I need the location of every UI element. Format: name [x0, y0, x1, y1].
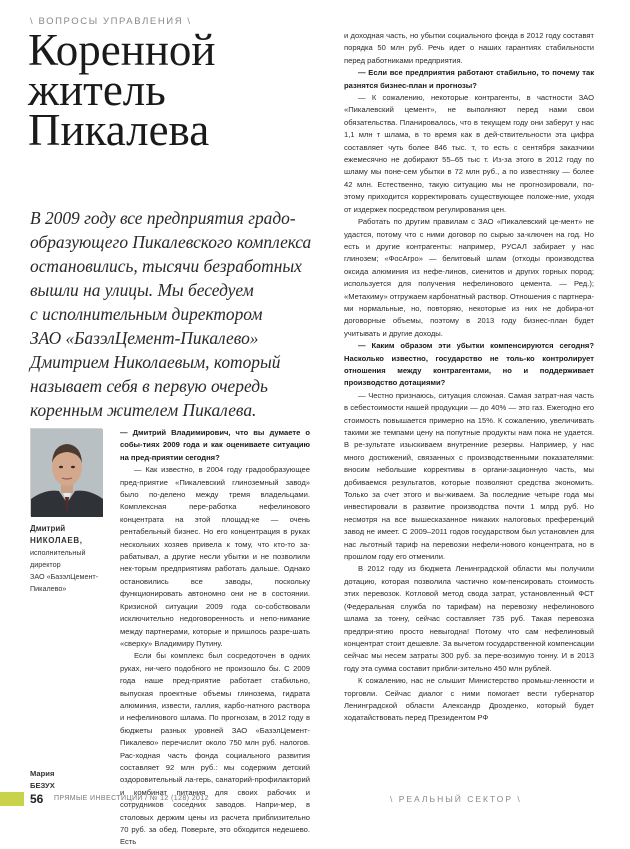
lead-line: Дмитрием Николаевым, который	[30, 352, 281, 372]
rubric: \ ВОПРОСЫ УПРАВЛЕНИЯ \	[30, 16, 192, 27]
interviewee-photo	[30, 428, 102, 516]
caption-role-line: исполнительный	[30, 548, 86, 557]
headline-line-2: житель	[28, 65, 166, 115]
interview-answer: Если бы комплекс был сосредоточен в одних руках, ни-чего подобного не произошло бы. С 2009 года наше пред-приятие работает стабильно, выпуская проектные объемы глиноземa, гидрата алюминия, извести, галлия, карбо-натного раствора и нефелинового шлама. По прогнозам, в 2012 году в бюджеты разных уровней ЗАО «БазэлЦемент-Пикалево» перечислит около 750 млн руб. налогов. Рас-ходная часть фонда социального развития составляет 92 млн руб.: мы содержим детский оздоровительный ла-герь, санаторий-профилакторий и комбинат питания для своих рабочих и сотрудников соседних заводов. Напри-мер, в столовых держим цены из расчета приблизительно 70 руб. за обед. Поверьте, это обходится недешево. Есть	[120, 651, 310, 847]
page-footer	[0, 790, 630, 814]
article-author	[30, 768, 55, 792]
lead-line: остановились, тысячи безработных	[30, 256, 302, 276]
caption-last-name: НИКОЛАЕВ,	[30, 536, 83, 545]
section-name: \ РЕАЛЬНЫЙ СЕКТОР \	[390, 794, 522, 804]
interview-answer: — Честно признаюсь, ситуация сложная. Самая затрат-ная часть в себестоимости нашей продукции — до 40% — это газ. Ежегодно его стоимость повышается примерно на 15%. К сожалению, увеличивать такими же темпами цену на попутные продукты нам пока не удается. В ре-зультате изыскиваем внутренние резервы. Например, у нас много достижений, связанных с производственными показателями: вносим небольшие коррективы в органи-зационную часть, мы добиваемся результатов, которые позволяют средства экономить. Только за счет этого и вы-живаем. За последние четыре года мы инвестировали в развитие производства почти 1 млрд руб. Но несмотря на все вышесказанное никаких налоговых преференций завод не имеет. С 2009–2011 годов государством был установлен для нас льготный тариф на перевозки нефели-нового концентрата, но в прошлом году его отменили.	[344, 390, 594, 562]
lead-line: называет себя в первую очередь	[30, 376, 268, 396]
caption-role-line: директор	[30, 560, 61, 569]
lead-line: образующего Пикалевского комплекса	[30, 232, 312, 252]
interview-answer: К сожалению, нас не слышит Министерство промыш-ленности и торговли. Сейчас диалог с ними помогает вести губернатор Ленинградской области Александр Дрозденко, который будет ходатайствовать перед Президентом РФ	[344, 676, 594, 723]
headline-line-3: Пикалева	[28, 105, 210, 155]
interview-answer: — Как известно, в 2004 году градообразующее пред-приятие «Пикалевский глиноземный завод» было по-делено между тремя владельцами. Комплексная пере-работка нефелинового концентрата на этой площад-ке — очень рентабельный бизнес. Но его концентрация в руках нескольких хозяев привела к тому, что кто-то за-рабатывал, а другие несли убытки и не позволили нек-торым предприятиям работать дальше. Однако остановились все заводы, поскольку функционировать автономно они не в состоянии. Кризисной ситуации 2009 года со-собствовали исключительно недоговоренность и непо-нимание между партнерами, которые и пришлось разре-шать «сверху» Владимиру Путину.	[120, 465, 310, 648]
interview-answer: В 2012 году из бюджета Ленинградской области мы получили дотацию, которая позволила частично ком-пенсировать стоимость этих перевозок. Котловой метод свода затрат, установленный ФСТ (Федеральная служба по тарифам) на перевозку нефелинового шлама за тонну, сейчас составляет 735 руб. Такая перевозка предпри-ятию просто невыгодна! Потому что сам нефелиновый концентрат стоит дешевле. За вычетом государственной компенсации сейчас мы несем затраты 300 руб. за пере-возимую тонну. И в 2013 году эта сумма составит прибли-зительно 450 млн рублей.	[344, 564, 594, 673]
interview-answer: Работать по другим правилам с ЗАО «Пикалевский це-мент» не удастся, потому что с ними договор по сырью за-ключен на год. Но есть и другие контрагенты: например, РУСАЛ забирает у нас глинозем; «ФосАгро» — белитовый шлам (отходы производства оксида алюминия из нефе-линов, сиенитов и других горных пород; используется для получения нефелинового цемента. — Ред.); «Метахиму» отгружаем карбонатный раствор. Отношения с партнера-ми нормальные, но, повторяю, некоторые из них не добира-ют договорные объемы, поэтому в 2013 году бизнес-план будет учитывать и другие доходы.	[344, 217, 594, 338]
caption-role-line: Пикалево»	[30, 584, 67, 593]
headline-line-1: Коренной	[28, 25, 216, 75]
interview-answer-continued: и доходная часть, но убытки социального фонда в 2012 году составят порядка 50 млн руб. Речь идет о наших гарантиях стабильности перед работниками предприятия.	[344, 31, 594, 65]
article-column-2	[344, 30, 594, 725]
lead-line: В 2009 году все предприятия градо-	[30, 208, 296, 228]
lead-line: вышли на улицы. Мы беседуем	[30, 280, 254, 300]
interview-question: — Если все предприятия работают стабильно, то почему так разнятся бизнес-план и прогнозы?	[344, 68, 594, 90]
caption-first-name: Дмитрий	[30, 524, 66, 533]
interview-answer: — К сожалению, некоторые контрагенты, в частности ЗАО «Пикалевский цемент», не выполняют перед нами свои обязательства. Планировалось, что в текущем году они заберут у нас 1,1 млн т шлама, в то время как в дей-ствительности эта цифра составляет чуть более 846 тыс. т, то есть с сентября заказчики ежемесячно не добирают 55–65 тыс т. Из-за этого в 2012 году по шламу мы поне-сем убытки в 72 млн руб., а по известняку — более 42 млн. Естественно, такую ситуацию мы не прогнозировали, по-этому приходится корректировать существующее положе-ние, уходя от издержек посредством регулирования цен.	[344, 93, 594, 214]
magazine-issue: ПРЯМЫЕ ИНВЕСТИЦИИ / № 12 (128) 2012	[54, 795, 209, 802]
lead-line: ЗАО «БазэлЦемент-Пикалево»	[30, 328, 259, 348]
caption-role-line: ЗАО «БазэлЦемент-	[30, 572, 99, 581]
lead-paragraph	[30, 206, 325, 422]
footer-accent-bar	[0, 792, 24, 806]
photo-caption	[30, 523, 110, 595]
article-column-1	[120, 427, 310, 849]
interview-question: — Дмитрий Владимирович, что вы думаете о собы-тиях 2009 года и как оцениваете ситуацию на пред-приятии сегодня?	[120, 428, 310, 462]
page-number: 56	[30, 792, 44, 806]
portrait-illustration	[31, 429, 103, 517]
lead-line: коренным жителем Пикалева.	[30, 400, 257, 420]
author-last-name: БЕЗУХ	[30, 781, 55, 790]
author-first-name: Мария	[30, 769, 55, 778]
interview-question: — Каким образом эти убытки компенсируются сегодня? Насколько известно, государство не толь-ко контролирует отношения между контрагентами, но и поддерживает производство дотациями?	[344, 341, 594, 388]
headline	[28, 25, 328, 155]
lead-line: с исполнительным директором	[30, 304, 263, 324]
